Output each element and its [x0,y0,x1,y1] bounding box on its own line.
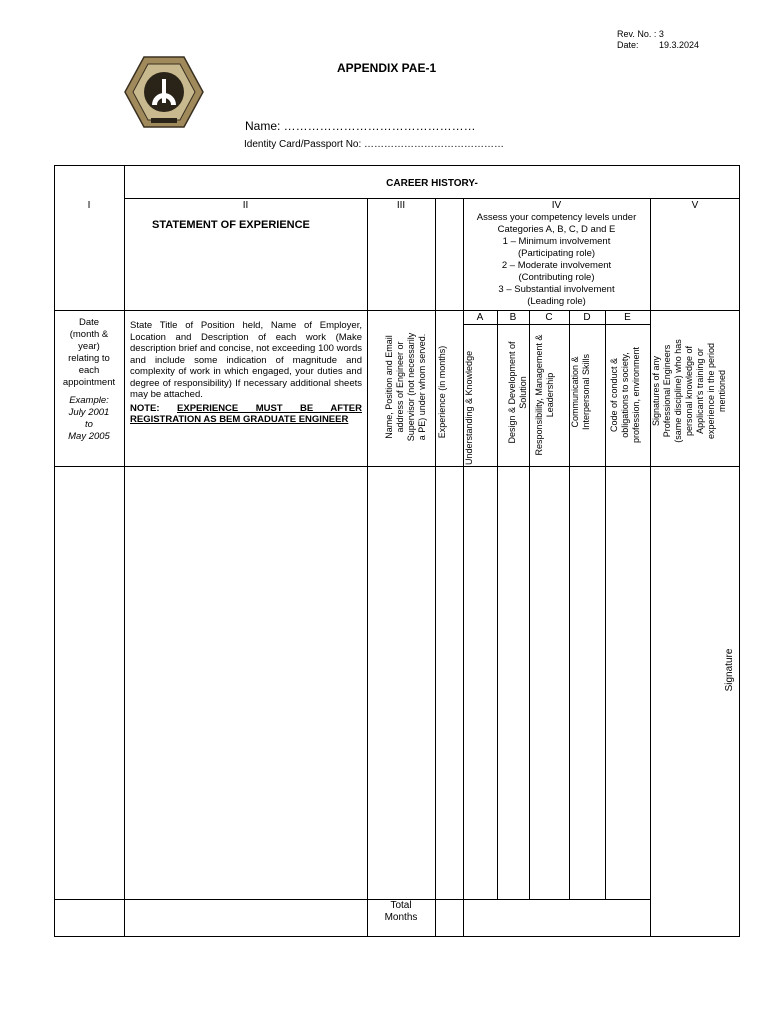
rev-number: Rev. No. : 3 [617,29,664,39]
signatures-column-header: Signatures of any Professional Engineers (same discipline) who has personal knowledge of Applicant's training or experience in the period mentioned [651,339,727,443]
date-column-desc: Date (month & year) relating to each appointment Example: July 2001 to May 2005 [62,317,116,442]
col-roman-5: V [691,200,699,211]
date-value: 19.3.2024 [659,40,700,50]
category-c: C [545,312,553,323]
name-field: Name: ………………………………………… [245,119,476,133]
category-a: A [476,312,484,323]
category-b: B [509,312,517,323]
id-passport-field: Identity Card/Passport No: …………………………………… [244,139,505,150]
supervisor-column-header: Name, Position and Email address of Engineer or Supervisor (not necessarily a PE) under whom served. [384,332,427,442]
category-e-label: Code of conduct & obligations to society, profession, environment [609,346,641,444]
experience-months-header: Experience (in months) [437,345,447,439]
category-b-label: Design & Development of Solution [507,341,528,444]
signature-label: Signature [724,648,735,692]
date-label: Date: [617,40,639,50]
category-a-label: Understanding & Knowledge [464,350,474,465]
assess-instructions: Assess your competency levels under Categories A, B, C, D and E 1 – Minimum involvement (Participating role) 2 – Moderate involvement (Contributing role) 3 – Substantial involvement (Leading role) [476,212,637,307]
career-history-heading: CAREER HISTORY- [386,178,478,189]
col-roman-2: II [242,200,249,211]
category-c-label: Responsibility, Management & Leadership [534,334,555,456]
col-roman-4: IV [551,200,562,211]
experience-entry-area[interactable] [125,467,367,899]
career-history-table [54,165,740,937]
page-title: APPENDIX PAE-1 [337,61,437,75]
statement-description: State Title of Position held, Name of Employer, Location and Description of each work (Make description brief and concise, not exceeding 100 words and include some indication of magnitude and complexity of work in which engaged, your duties and degree of responsibility) If necessary additional sheets may be attached. NOTE: EXPERIENCE MUST BE AFTER REGISTRATION AS BEM GRADUATE ENGINEER [130,320,362,425]
category-e: E [624,312,631,323]
col-roman-1: I [87,200,91,211]
statement-title: STATEMENT OF EXPERIENCE [152,219,310,231]
col-roman-3: III [396,200,406,211]
category-d: D [583,312,591,323]
bem-logo [124,55,204,130]
category-d-label: Communication & Interpersonal Skills [570,353,591,431]
total-months-label: Total Months [384,900,418,923]
